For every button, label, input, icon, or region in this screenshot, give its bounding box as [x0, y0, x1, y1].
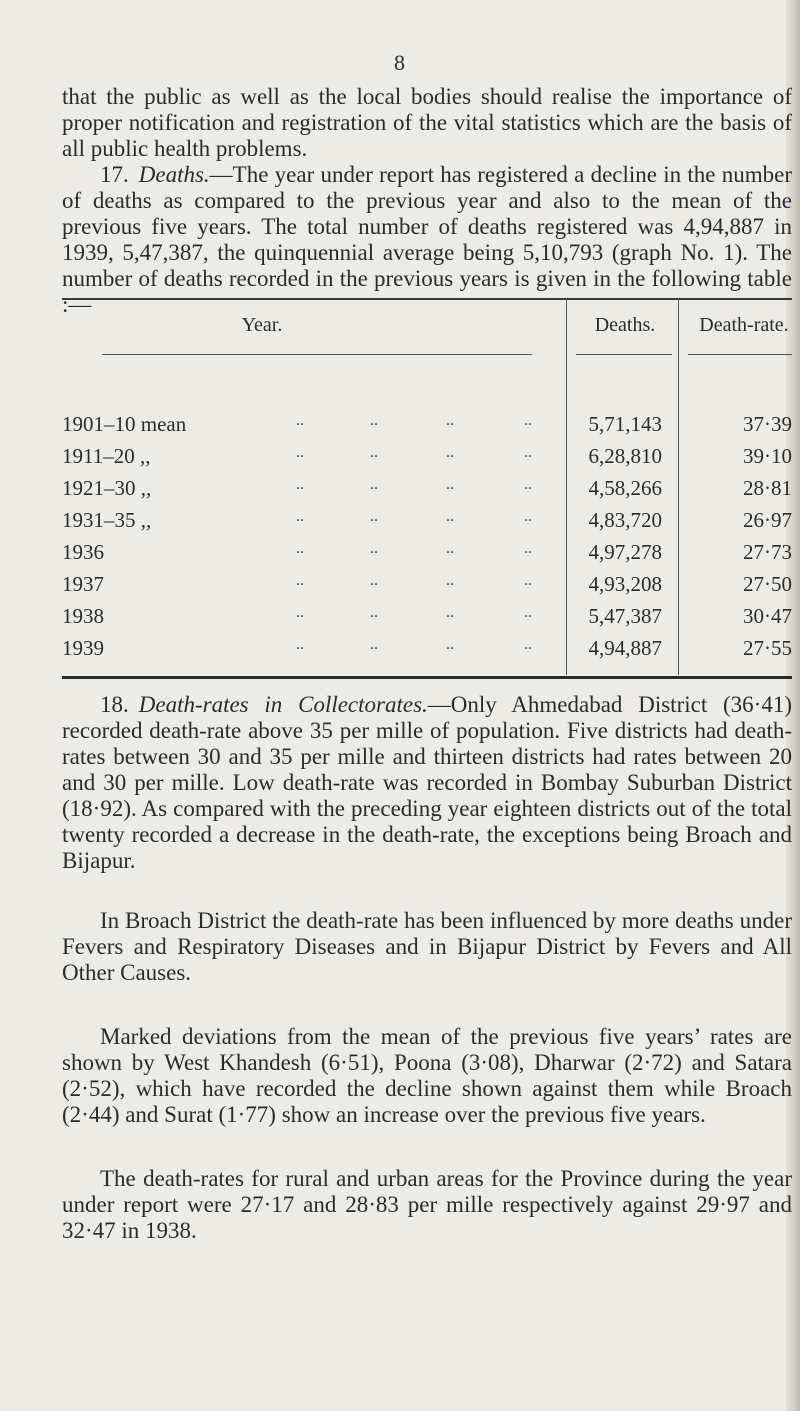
row-deaths: 4,83,720 — [588, 508, 662, 532]
row-year: 1911–20 ,, — [62, 444, 151, 468]
row-rate: 37·39 — [743, 412, 792, 436]
leader-dots: .. — [370, 604, 378, 621]
table-row — [62, 476, 792, 506]
section-18-number: 18. — [100, 692, 129, 717]
table-row — [62, 444, 792, 474]
row-year: 1939 — [62, 636, 104, 660]
leader-dots: .. — [524, 636, 532, 653]
table-head-rule-rate — [688, 354, 792, 355]
row-deaths: 4,93,208 — [588, 572, 662, 596]
leader-dots: .. — [296, 604, 304, 621]
table-row — [62, 604, 792, 634]
broach-paragraph — [62, 908, 792, 986]
section-17-paragraph — [62, 162, 792, 318]
leader-dots: .. — [524, 444, 532, 461]
deaths-table — [62, 298, 792, 678]
leader-dots: .. — [370, 540, 378, 557]
section-18-title: Death-rates in Collectorates. — [138, 692, 428, 717]
row-rate: 27·50 — [743, 572, 792, 596]
leader-dots: .. — [296, 508, 304, 525]
leader-dots: .. — [524, 412, 532, 429]
row-year: 1901–10 mean — [62, 412, 187, 436]
column-header-deaths: Deaths. — [594, 314, 656, 336]
table-row — [62, 508, 792, 538]
leader-dots: .. — [370, 444, 378, 461]
table-row — [62, 572, 792, 602]
row-year: 1938 — [62, 604, 104, 628]
table-row — [62, 540, 792, 570]
row-deaths: 6,28,810 — [588, 444, 662, 468]
column-header-rate: Death-rate. — [699, 314, 789, 336]
leader-dots: .. — [524, 508, 532, 525]
leader-dots: .. — [296, 476, 304, 493]
row-year: 1931–35 ,, — [62, 508, 152, 532]
leader-dots: .. — [296, 636, 304, 653]
row-year: 1937 — [62, 572, 104, 596]
leader-dots: .. — [296, 572, 304, 589]
row-rate: 28·81 — [743, 476, 792, 500]
leader-dots: .. — [446, 476, 454, 493]
leader-dots: .. — [446, 412, 454, 429]
leader-dots: .. — [446, 508, 454, 525]
table-bottom-rule — [62, 676, 792, 679]
section-17-number: 17. — [100, 162, 129, 187]
leader-dots: .. — [446, 572, 454, 589]
leader-dots: .. — [370, 572, 378, 589]
leader-dots: .. — [524, 572, 532, 589]
row-deaths: 4,94,887 — [588, 636, 662, 660]
leader-dots: .. — [296, 444, 304, 461]
rural-urban-paragraph — [62, 1166, 792, 1244]
row-rate: 39·10 — [743, 444, 792, 468]
row-deaths: 5,71,143 — [588, 412, 662, 436]
column-header-year: Year. — [241, 314, 283, 336]
section-17-title: Deaths. — [138, 162, 210, 187]
row-rate: 27·55 — [743, 636, 792, 660]
row-deaths: 4,58,266 — [588, 476, 662, 500]
table-head-rule-deaths — [576, 354, 672, 355]
row-year: 1936 — [62, 540, 104, 564]
row-deaths: 5,47,387 — [588, 604, 662, 628]
leader-dots: .. — [446, 444, 454, 461]
table-head-rule-year — [102, 354, 532, 355]
row-rate: 27·73 — [743, 540, 792, 564]
leader-dots: .. — [524, 604, 532, 621]
section-18-body: —Only Ahmedabad District (36·41) recorded death-rate above 35 per mille of population. Five districts had death-rates between 30 and 35 per mille and thirteen districts had rates between 20 and 30 per mille. Low death-rate was recorded in Bombay Suburban District (18·92). As compared with the preceding year eighteen districts out of the total twenty recorded a decrease in the death-rate, the exceptions being Broach and Bijapur. — [62, 692, 792, 873]
row-deaths: 4,97,278 — [588, 540, 662, 564]
broach-paragraph-text: In Broach District the death-rate has been influenced by more deaths under Fevers and Respiratory Diseases and in Bijapur District by Fevers and All Other Causes. — [62, 908, 792, 985]
row-rate: 26·97 — [743, 508, 792, 532]
intro-paragraph: that the public as well as the local bodies should realise the importance of proper notification and registration of the vital statistics which are the basis of all public health problems. — [62, 84, 792, 161]
leader-dots: .. — [296, 540, 304, 557]
leader-dots: .. — [446, 540, 454, 557]
leader-dots: .. — [446, 636, 454, 653]
leader-dots: .. — [524, 540, 532, 557]
leader-dots: .. — [370, 508, 378, 525]
section-17-body: —The year under report has registered a decline in the number of deaths as compared to the previous year and also to the mean of the previous five years. The total number of deaths registered was 4,94,887 in 1939, 5,47,387, the quinquennial average being 5,10,793 (graph No. 1). The number of deaths recorded in the previous years is given in the following table :— — [62, 162, 792, 317]
rural-urban-paragraph-text: The death-rates for rural and urban areas for the Province during the year under report were 27·17 and 28·83 per mille respectively against 29·97 and 32·47 in 1938. — [62, 1166, 792, 1243]
table-row — [62, 412, 792, 442]
leader-dots: .. — [370, 412, 378, 429]
deviations-paragraph — [62, 1024, 792, 1128]
section-18-paragraph — [62, 692, 792, 874]
table-row — [62, 636, 792, 666]
row-rate: 30·47 — [743, 604, 792, 628]
leader-dots: .. — [370, 476, 378, 493]
table-top-rule — [62, 298, 792, 300]
row-year: 1921–30 ,, — [62, 476, 152, 500]
leader-dots: .. — [296, 412, 304, 429]
page-number: 8 — [394, 50, 406, 75]
leader-dots: .. — [370, 636, 378, 653]
leader-dots: .. — [524, 476, 532, 493]
leader-dots: .. — [446, 604, 454, 621]
deviations-paragraph-text: Marked deviations from the mean of the previous five years’ rates are shown by West Khandesh (6·51), Poona (3·08), Dharwar (2·72) and Satara (2·52), which have recorded the decline shown against them while Broach (2·44) and Surat (1·77) show an increase over the previous five years. — [62, 1024, 792, 1127]
